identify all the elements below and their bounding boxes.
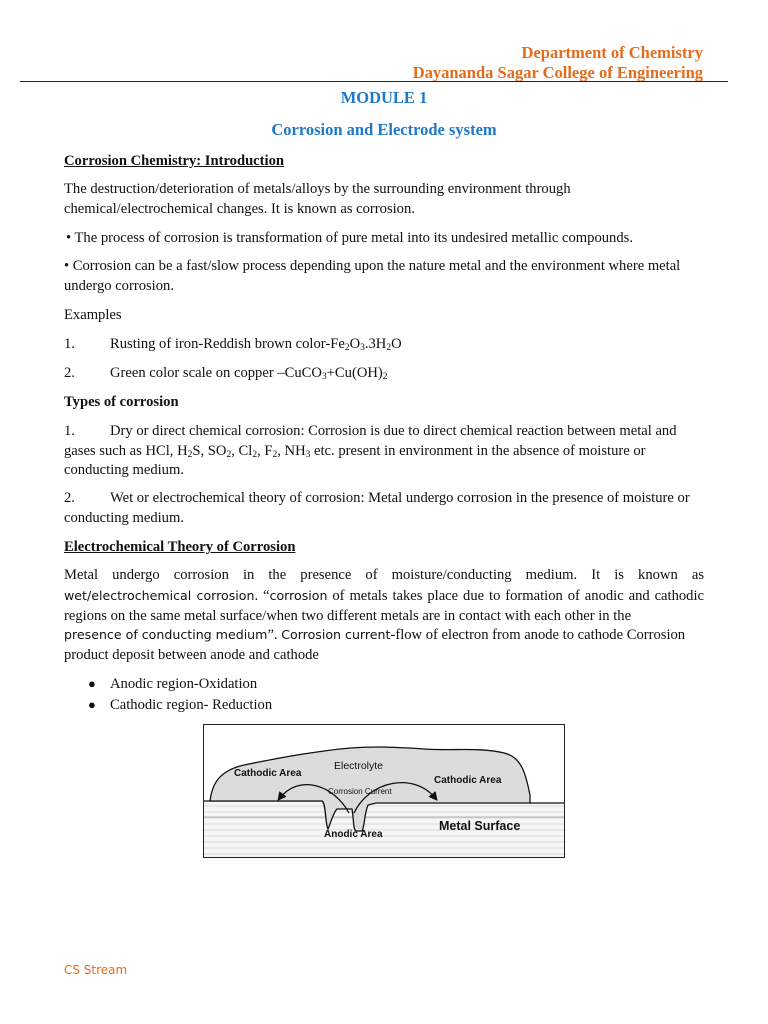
electro-paragraph-body: wet/electrochemical corrosion. “corrosion of metals takes place due to formation of anodic and cathodic regions on the same metal surface/when two different metals are in contact with each other in the	[64, 588, 705, 624]
types-item-2	[64, 489, 704, 528]
intro-bullet-2: • Corrosion can be a fast/slow process depending upon the nature metal and the environment where metal undergo corrosion.	[64, 258, 681, 294]
example-1: 1. Rusting of iron-Reddish brown color-$Fe_2O_3.3H_2O$	[64, 336, 402, 353]
intro-bullet-1: • The process of corrosion is transformation of pure metal into its undesired metallic compounds.	[66, 230, 633, 246]
example-2-number: 2.	[64, 365, 75, 381]
types-heading: Types of corrosion	[64, 394, 179, 410]
corrosion-current-label: Corrosion Current	[328, 787, 392, 796]
electrolyte-label: Electrolyte	[334, 760, 384, 772]
college-name: Dayananda Sagar College of Engineering	[412, 63, 703, 82]
cathodic-area-right-label: Cathodic Area	[434, 775, 502, 786]
electro-heading: Electrochemical Theory of Corrosion	[64, 539, 296, 555]
types-item-1-number: 1.	[64, 423, 75, 439]
types-item-2-text: Wet or electrochemical theory of corrosion: Metal undergo corrosion in the presence of moisture or conducting medium.	[64, 490, 690, 526]
cathodic-area-left-label: Cathodic Area	[234, 768, 302, 779]
example-1-text: Rusting of iron-Reddish brown color-Fe	[110, 336, 345, 352]
department-name: Department of Chemistry	[521, 43, 703, 62]
types-item-1: 1. Dry or direct chemical corrosion: Corrosion is due to direct chemical reaction between metal and gases such as HCl, $H_2S$, $SO_2$, $Cl_2$, $F_2$, $NH_3$ etc. present in environment in the absence of moisture or conducting medium.	[64, 423, 677, 479]
electro-medium-term: presence of conducting medium	[64, 627, 268, 642]
electro-paragraph-end: presence of conducting medium”. Corrosion current-flow of electron from anode to cathode Corrosion product deposit between anode and cathode	[64, 627, 686, 663]
metal-surface-label: Metal Surface	[439, 819, 521, 833]
intro-paragraph: The destruction/deterioration of metals/alloys by the surrounding environment through chemical/electrochemical changes. It is known as corrosion.	[64, 181, 571, 217]
anodic-area-label: Anodic Area	[324, 829, 383, 840]
corrosion-diagram	[203, 724, 565, 858]
types-item-2-number: 2.	[64, 490, 75, 506]
footer-label: CS Stream	[64, 963, 128, 977]
electro-line-1: Metal undergo corrosion in the presence of moisture/conducting medium. It is known as	[64, 567, 704, 583]
module-title: MODULE 1	[340, 88, 428, 107]
electro-current-term: Corrosion current	[281, 627, 391, 642]
header-divider	[20, 81, 728, 82]
example-1-number: 1.	[64, 336, 75, 352]
corrosion-diagram-svg	[204, 725, 564, 857]
types-item-1-tail: etc. present in environment in the absence of moisture or conducting medium.	[64, 442, 646, 479]
types-item-1-text: Dry or direct chemical corrosion: Corrosion is due to direct chemical reaction between metal and gases such as HCl, H	[64, 423, 677, 459]
examples-label: Examples	[64, 307, 122, 323]
module-subtitle: Corrosion and Electrode system	[271, 120, 497, 139]
example-2: 2. Green color scale on copper $-CuCO_3+Cu(OH)_2$	[64, 365, 388, 382]
electro-bullet-2: ● Cathodic region- Reduction	[88, 697, 273, 713]
example-2-text: Green color scale on copper –CuCO	[110, 365, 322, 381]
electro-bullet-1: ● Anodic region-Oxidation	[88, 676, 258, 692]
electro-corrosion-term: corrosion	[269, 588, 328, 603]
intro-heading: Corrosion Chemistry: Introduction	[64, 153, 284, 169]
electro-wet-term: wet/electrochemical corrosion	[64, 588, 255, 603]
